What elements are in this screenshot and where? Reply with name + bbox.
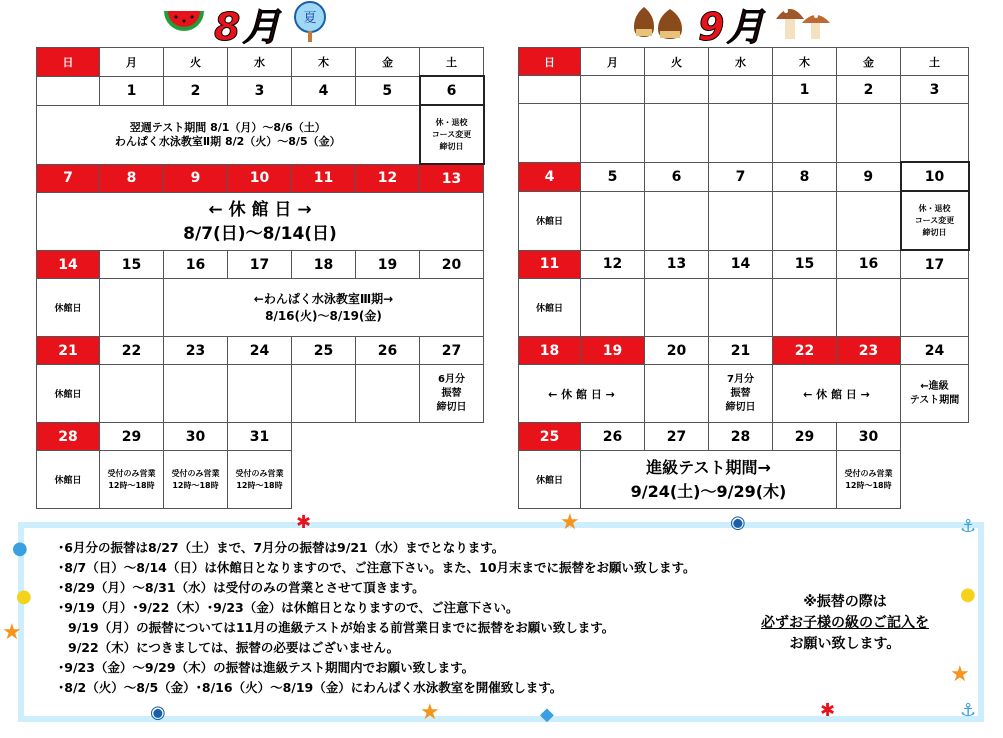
weekday-wed: 水	[709, 48, 773, 76]
callout-line: お願い致します。	[789, 636, 901, 652]
august-week1-dates	[37, 76, 484, 105]
august-calendar	[36, 47, 485, 509]
empty-cell	[581, 104, 645, 163]
date-cell: 1	[773, 76, 837, 104]
date-cell: 5	[581, 162, 645, 191]
closed-span-note: ← 休 館 日 →	[773, 365, 901, 423]
september-week5-content	[519, 451, 969, 509]
closed-day-label: 休館日	[37, 365, 100, 423]
makeup-callout	[735, 592, 955, 655]
date-cell: 14	[709, 250, 773, 279]
note-line: 翌週テスト期間 8/1（月）～8/6（土）	[129, 120, 326, 134]
date-cell: 31	[228, 423, 292, 451]
lifebuoy-icon: ◉	[730, 512, 746, 533]
september-calendar	[518, 47, 970, 509]
date-cell: 27	[420, 337, 484, 365]
empty-cell	[228, 365, 292, 423]
summer-fan-label: 夏	[303, 11, 317, 26]
date-cell: 20	[645, 337, 709, 365]
date-cell: 10	[901, 162, 969, 191]
empty-cell	[581, 191, 645, 250]
july-makeup-deadline-note: 7月分 振替 締切日	[709, 365, 773, 423]
date-cell: 23	[164, 337, 228, 365]
weekday-mon: 月	[100, 48, 164, 77]
date-cell: 15	[773, 250, 837, 279]
august-week1-content	[37, 105, 484, 164]
weekday-fri: 金	[356, 48, 420, 77]
blank-area	[292, 451, 484, 509]
august-week5-dates	[37, 423, 484, 451]
empty-cell	[773, 191, 837, 250]
date-cell: 20	[420, 251, 484, 279]
date-cell: 19	[581, 337, 645, 365]
date-cell: 19	[356, 251, 420, 279]
september-title-area	[630, 2, 834, 49]
empty-cell	[837, 191, 901, 250]
anchor-icon: ⚓	[960, 700, 977, 721]
closed-day-label: 休館日	[37, 451, 100, 509]
weekday-mon: 月	[581, 48, 645, 76]
august-weekday-row	[37, 48, 484, 77]
date-cell: 9	[837, 162, 901, 191]
weekday-tue: 火	[645, 48, 709, 76]
empty-cell	[292, 365, 356, 423]
date-cell: 28	[37, 423, 100, 451]
empty-cell	[100, 365, 164, 423]
date-cell: 25	[292, 337, 356, 365]
reception-only-note: 受付のみ営業 12時～18時	[164, 451, 228, 509]
date-cell: 2	[837, 76, 901, 104]
date-cell: 27	[645, 423, 709, 451]
august-week3-dates	[37, 251, 484, 279]
date-cell: 8	[100, 164, 164, 193]
note-line: わんぱく水泳教室Ⅱ期 8/2（火）～8/5（金）	[114, 134, 341, 148]
empty-cell	[901, 279, 969, 337]
note-item: ･9/19（月）･9/22（木）･9/23（金）は休館日となりますので、ご注意下さい。	[58, 600, 519, 615]
empty-cell	[356, 365, 420, 423]
empty-cell	[837, 279, 901, 337]
weekday-sun: 日	[519, 48, 581, 76]
september-week1-content	[519, 104, 969, 163]
empty-cell	[773, 279, 837, 337]
empty-cell	[645, 104, 709, 163]
date-cell: 24	[901, 337, 969, 365]
starfish-icon: ★	[950, 662, 970, 687]
note-item: 9/22（木）につきましては、振替の必要はございません。	[68, 640, 400, 655]
mushroom-icon	[772, 0, 834, 47]
september-week3-content	[519, 279, 969, 337]
empty-cell	[709, 191, 773, 250]
promotion-test-period-note: 進級テスト期間→ 9/24(土)～9/29(木)	[581, 451, 837, 509]
date-cell: 7	[37, 164, 100, 193]
august-week2-content	[37, 193, 484, 251]
closed-day-label: 休館日	[37, 279, 100, 337]
august-week4-content	[37, 365, 484, 423]
note-item: ･8/29（月）～8/31（水）は受付のみの営業とさせて頂きます。	[58, 580, 425, 595]
empty-cell	[645, 191, 709, 250]
date-cell: 16	[837, 250, 901, 279]
starfish-icon: ★	[560, 510, 580, 535]
date-cell: 16	[164, 251, 228, 279]
date-cell: 12	[581, 250, 645, 279]
callout-line: 必ずお子様の級のご記入を	[761, 615, 929, 631]
september-week5-dates	[519, 423, 969, 451]
closed-day-label: 休館日	[519, 451, 581, 509]
lifebuoy-icon: ◉	[150, 702, 166, 723]
weekday-wed: 水	[228, 48, 292, 77]
september-week2-dates	[519, 162, 969, 191]
reception-only-note: 受付のみ営業 12時～18時	[228, 451, 292, 509]
date-cell-empty	[37, 76, 100, 105]
weekday-sun: 日	[37, 48, 100, 77]
june-makeup-deadline-note: 6月分 振替 締切日	[420, 365, 484, 423]
date-cell: 4	[519, 162, 581, 191]
blank-area	[292, 423, 484, 451]
date-cell: 12	[356, 164, 420, 193]
swim-class-3-note: ←わんぱく水泳教室Ⅲ期→ 8/16(火)～8/19(金)	[164, 279, 484, 337]
empty-cell	[519, 104, 581, 163]
closed-day-label: 休館日	[519, 279, 581, 337]
date-cell: 11	[292, 164, 356, 193]
withdrawal-deadline-note: 休・退校 コース変更 締切日	[901, 191, 969, 250]
date-cell: 7	[709, 162, 773, 191]
august-test-swim-note	[37, 105, 420, 164]
date-cell: 1	[100, 76, 164, 105]
september-week3-dates	[519, 250, 969, 279]
date-cell: 18	[519, 337, 581, 365]
date-cell: 28	[709, 423, 773, 451]
weekday-thu: 木	[292, 48, 356, 77]
september-title: 9月	[698, 4, 767, 49]
date-cell: 26	[356, 337, 420, 365]
date-cell: 4	[292, 76, 356, 105]
closed-day-label: 休館日	[519, 191, 581, 250]
august-week3-content	[37, 279, 484, 337]
empty-cell	[709, 104, 773, 163]
date-cell: 3	[228, 76, 292, 105]
date-cell: 21	[709, 337, 773, 365]
august-title: 8月	[214, 4, 283, 49]
note-item: ･8/7（日）～8/14（日）は休館日となりますので、ご注意下さい。また、10月末までに振替をお願い致します。	[58, 560, 696, 575]
fish-icon: ●	[16, 586, 32, 607]
date-cell: 23	[837, 337, 901, 365]
august-week4-dates	[37, 337, 484, 365]
september-weekday-row	[519, 48, 969, 76]
date-cell: 2	[164, 76, 228, 105]
date-cell: 15	[100, 251, 164, 279]
fish-icon: ●	[12, 538, 28, 559]
september-week4-dates	[519, 337, 969, 365]
august-week5-content	[37, 451, 484, 509]
starfish-icon: ★	[420, 700, 440, 725]
empty-cell	[164, 365, 228, 423]
withdrawal-deadline-note: 休・退校 コース変更 締切日	[420, 105, 484, 164]
date-cell: 22	[100, 337, 164, 365]
date-cell: 26	[581, 423, 645, 451]
empty-cell	[837, 104, 901, 163]
date-cell: 30	[837, 423, 901, 451]
note-item: ･9/23（金）～9/29（木）の振替は進級テスト期間内でお願い致します。	[58, 660, 475, 675]
note-item: ･6月分の振替は8/27（土）まで、7月分の振替は9/21（水）までとなります。	[58, 540, 505, 555]
empty-cell	[645, 365, 709, 423]
date-cell: 9	[164, 164, 228, 193]
notes-list	[58, 538, 696, 698]
test-period-start-note: ←進級 テスト期間	[901, 365, 969, 423]
date-cell-empty	[581, 76, 645, 104]
date-cell: 24	[228, 337, 292, 365]
date-cell: 29	[100, 423, 164, 451]
weekday-thu: 木	[773, 48, 837, 76]
empty-cell	[773, 104, 837, 163]
weekday-sat: 土	[420, 48, 484, 77]
fish-icon: ●	[960, 584, 976, 605]
date-cell: 13	[420, 164, 484, 193]
starfish-icon: ★	[2, 620, 22, 645]
september-week2-content	[519, 191, 969, 250]
crab-icon: ✱	[296, 512, 312, 533]
blank-area	[901, 423, 969, 451]
date-cell: 11	[519, 250, 581, 279]
summer-fan-icon	[288, 0, 332, 47]
date-cell: 18	[292, 251, 356, 279]
date-cell-empty	[645, 76, 709, 104]
blank-area	[901, 451, 969, 509]
date-cell: 17	[901, 250, 969, 279]
date-cell: 10	[228, 164, 292, 193]
date-cell: 5	[356, 76, 420, 105]
date-cell-empty	[519, 76, 581, 104]
date-cell: 25	[519, 423, 581, 451]
date-cell: 17	[228, 251, 292, 279]
date-cell: 6	[645, 162, 709, 191]
reception-only-note: 受付のみ営業 12時～18時	[837, 451, 901, 509]
closed-span-note: ← 休 館 日 →	[519, 365, 645, 423]
date-cell: 30	[164, 423, 228, 451]
date-cell: 6	[420, 76, 484, 105]
august-week2-dates	[37, 164, 484, 193]
august-title-area	[160, 2, 332, 49]
weekday-sat: 土	[901, 48, 969, 76]
date-cell: 8	[773, 162, 837, 191]
empty-cell	[100, 279, 164, 337]
empty-cell	[645, 279, 709, 337]
date-cell: 22	[773, 337, 837, 365]
date-cell: 14	[37, 251, 100, 279]
fish-icon: ◆	[540, 704, 554, 725]
date-cell: 3	[901, 76, 969, 104]
date-cell: 29	[773, 423, 837, 451]
note-item: ･8/2（火）～8/5（金）･8/16（火）～8/19（金）にわんぱく水泳教室を開催致します。	[58, 680, 563, 695]
weekday-tue: 火	[164, 48, 228, 77]
chestnut-icon	[630, 1, 692, 45]
empty-cell	[581, 279, 645, 337]
september-week4-content	[519, 365, 969, 423]
note-item: 9/19（月）の振替については11月の進級テストが始まる前営業日までに振替をお願い致します。	[68, 620, 615, 635]
callout-line: ※振替の際は	[803, 594, 887, 610]
date-cell: 13	[645, 250, 709, 279]
closure-period-note: ← 休 館 日 → 8/7(日)～8/14(日)	[37, 193, 484, 251]
crab-icon: ✱	[820, 700, 836, 721]
september-week1-dates	[519, 76, 969, 104]
weekday-fri: 金	[837, 48, 901, 76]
empty-cell	[901, 104, 969, 163]
date-cell: 21	[37, 337, 100, 365]
watermelon-icon	[160, 1, 208, 45]
date-cell-empty	[709, 76, 773, 104]
reception-only-note: 受付のみ営業 12時～18時	[100, 451, 164, 509]
anchor-icon: ⚓	[960, 516, 977, 537]
empty-cell	[709, 279, 773, 337]
